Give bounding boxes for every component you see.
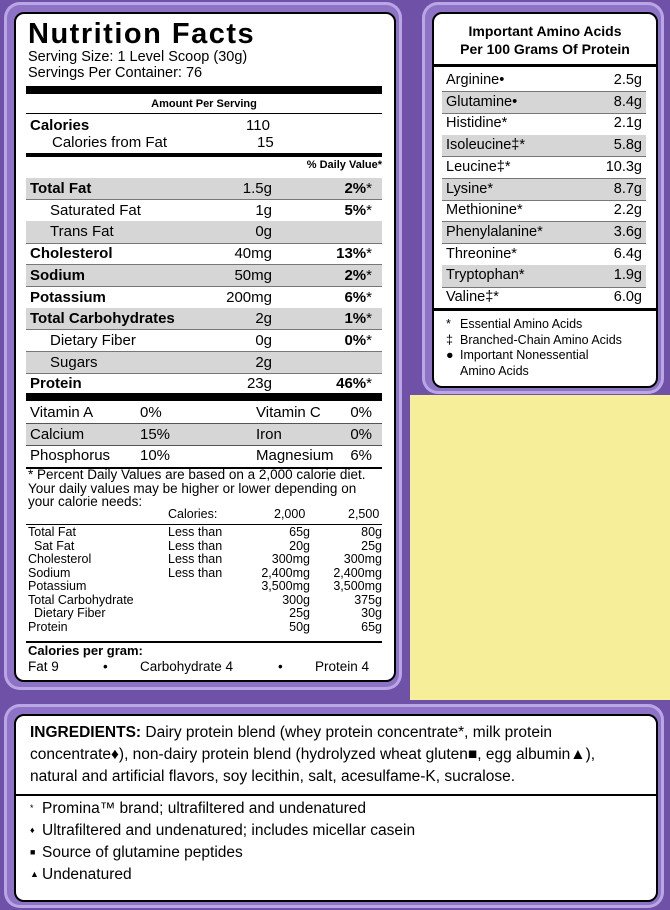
ingredient-footnote	[30, 844, 243, 862]
footnote-text: Undenatured	[42, 866, 132, 883]
calories-2500: 2,500	[348, 507, 380, 521]
footnote-text: Ultrafiltered and undenatured; includes micellar casein	[42, 822, 416, 839]
dv-mark: *	[366, 310, 372, 328]
amount-per-serving: Amount Per Serving	[151, 98, 257, 110]
nutrient-label: Total Fat	[30, 180, 92, 197]
nutrient-amount: 50mg	[234, 266, 272, 284]
thick-divider	[26, 393, 382, 401]
dv-nutrient: Dietary Fiber	[34, 606, 106, 620]
amino-symbol: •	[499, 72, 505, 88]
dv-mark: *	[366, 180, 372, 197]
dv-2500: 300mg	[343, 552, 382, 566]
amino-name	[446, 202, 523, 218]
servings-per-container: Servings Per Container: 76	[28, 65, 203, 81]
amino-symbol: *	[511, 245, 517, 262]
dv-mark: *	[366, 375, 372, 393]
nutrient-row	[26, 330, 382, 352]
dv-table-row	[28, 553, 382, 567]
amino-name-text: Leucine	[446, 158, 497, 175]
nutrient-row	[26, 308, 382, 330]
vitamin-label: Iron	[256, 425, 282, 443]
separator: •	[278, 659, 283, 674]
amino-symbol: *	[501, 115, 508, 132]
dv-2500: 375g	[354, 592, 382, 607]
fat-per-gram: Fat 9	[28, 659, 59, 674]
nutrition-title: Nutrition Facts	[28, 18, 256, 50]
amino-row	[442, 244, 646, 266]
dv-2000: 65g	[289, 525, 310, 539]
nutrient-dv	[344, 289, 372, 306]
amino-name	[446, 224, 543, 240]
vitamin-label: Phosphorus	[30, 447, 111, 465]
nutrient-amount: 1g	[255, 201, 272, 219]
amino-name-text: Histidine	[446, 115, 502, 132]
vitamin-label: Vitamin C	[256, 404, 321, 421]
ingredient-footnote	[30, 822, 415, 840]
vitamin-value: 0%	[350, 425, 372, 443]
dv-value: 2%	[344, 180, 367, 197]
ingredient-footnote	[30, 866, 132, 884]
legend-text: Amino Acids	[460, 363, 529, 378]
amino-row	[442, 179, 646, 201]
thick-divider	[26, 86, 382, 94]
dv-value: 6%	[344, 288, 367, 306]
legend-text: Essential Amino Acids	[460, 317, 583, 331]
cal-per-gram-label: Calories per gram:	[28, 643, 143, 658]
nutrient-dv	[336, 375, 372, 392]
cal-per-gram-row	[28, 659, 382, 675]
nutrition-facts-panel	[14, 12, 396, 682]
amino-value: 8.7g	[613, 180, 642, 197]
amino-row	[442, 92, 646, 114]
ingredient-footnote	[30, 800, 366, 818]
divider	[26, 113, 382, 114]
dv-2000: 300g	[282, 592, 310, 607]
amino-value: 10.3g	[605, 158, 642, 175]
nutrient-dv	[336, 245, 372, 262]
background-yellow	[410, 395, 670, 700]
calories-fat-label: Calories from Fat	[52, 134, 168, 151]
calories-col-label: Calories:	[168, 507, 218, 521]
legend-symbol: *	[446, 317, 451, 331]
legend-symbol: ‡	[446, 332, 453, 347]
amino-name	[446, 181, 493, 197]
amino-name-text: Glutamine	[446, 93, 513, 110]
vitamin-row	[26, 402, 382, 424]
amino-name	[446, 267, 524, 283]
nutrient-label: Total Carbohydrates	[30, 310, 175, 328]
amino-value: 6.4g	[613, 245, 642, 262]
amino-legend-row	[446, 348, 589, 362]
divider	[16, 794, 656, 796]
legend-text: Important Nonessential	[460, 348, 589, 362]
amino-symbol: ‡*	[511, 137, 526, 154]
footnote-symbol: ▲	[30, 869, 39, 879]
amino-row	[442, 70, 646, 92]
amino-symbol: *	[518, 267, 525, 284]
ingredients-label: INGREDIENTS:	[30, 724, 142, 741]
dv-2000: 3,500mg	[261, 579, 310, 593]
dv-nutrient: Sodium	[28, 565, 71, 580]
serving-size: Serving Size: 1 Level Scoop (30g)	[28, 49, 248, 65]
amino-title-line2: Per 100 Grams Of Protein	[460, 41, 630, 57]
amino-value: 8.4g	[613, 93, 642, 110]
nutrient-label: Cholesterol	[30, 245, 113, 263]
nutrient-row	[26, 287, 382, 309]
amino-row	[442, 135, 646, 157]
dv-qualifier: Less than	[168, 552, 223, 566]
amino-name	[446, 137, 525, 153]
nutrient-row	[26, 200, 382, 222]
nutrient-amount: 1.5g	[242, 180, 272, 197]
nutrient-amount: 2g	[255, 310, 272, 328]
dv-2000: 300mg	[271, 552, 310, 566]
nutrient-amount: 0g	[255, 331, 272, 349]
legend-symbol: ●	[446, 348, 454, 362]
dv-qualifier: Less than	[168, 538, 223, 553]
dv-value: 0%	[344, 331, 367, 349]
nutrient-row	[26, 352, 382, 374]
dv-2500: 3,500mg	[333, 579, 382, 593]
dv-2500: 65g	[361, 619, 382, 634]
vitamin-row	[26, 424, 382, 446]
dv-qualifier: Less than	[168, 565, 223, 580]
amino-value: 6.0g	[613, 289, 642, 305]
ingredients-list: Dairy protein blend (whey protein concentrate*, milk protein concentrate♦), non-dairy protein blend (hydrolyzed wheat gluten■, egg albumin▲), natural and artificial flavors, soy lecithin, salt, acesulfame-K, sucralose.	[30, 724, 596, 785]
dv-nutrient: Sat Fat	[34, 538, 75, 553]
dv-nutrient: Total Fat	[28, 525, 76, 539]
amino-title-line1: Important Amino Acids	[468, 23, 622, 39]
amino-name-text: Isoleucine	[446, 137, 512, 154]
nutrient-label: Saturated Fat	[50, 201, 141, 219]
dv-2000: 2,400mg	[261, 565, 310, 580]
vitamin-value: 0%	[350, 404, 372, 421]
dv-nutrient: Protein	[28, 619, 68, 634]
protein-per-gram: Protein 4	[315, 659, 370, 674]
amino-symbol: *	[516, 202, 523, 219]
vitamin-row	[26, 445, 382, 467]
footnote-symbol: ■	[30, 847, 36, 857]
amino-value: 2.2g	[613, 202, 642, 219]
nutrient-dv	[344, 267, 372, 284]
dv-value: 1%	[344, 310, 367, 328]
nutrient-dv	[344, 310, 372, 327]
vitamin-label: Magnesium	[256, 447, 334, 465]
carb-per-gram: Carbohydrate 4	[140, 659, 234, 674]
amino-name	[446, 115, 507, 131]
separator: •	[103, 659, 108, 674]
ingredients-text	[30, 722, 646, 788]
nutrient-label: Trans Fat	[50, 223, 114, 241]
amino-name-text: Valine	[446, 289, 486, 305]
divider	[434, 64, 656, 67]
dv-table-row	[28, 526, 382, 540]
dv-table-row	[28, 607, 382, 621]
dv-mark: *	[366, 245, 372, 263]
nutrient-row	[26, 221, 382, 243]
amino-symbol: *	[487, 180, 494, 197]
amino-symbol: ‡*	[496, 158, 511, 175]
vitamin-value: 10%	[140, 447, 171, 465]
amino-row	[442, 222, 646, 244]
amino-row	[442, 200, 646, 222]
nutrient-dv	[344, 332, 372, 349]
calories-fat-value: 15	[257, 134, 274, 151]
amino-name-text: Tryptophan	[446, 267, 519, 284]
vitamin-value: 0%	[140, 404, 162, 421]
dv-value: 13%	[336, 245, 367, 263]
dv-table-row	[28, 621, 382, 635]
dv-mark: *	[366, 266, 372, 284]
amino-value: 5.8g	[613, 137, 642, 154]
vitamin-value: 15%	[140, 425, 171, 443]
medium-divider	[26, 153, 382, 157]
dv-nutrient: Cholesterol	[28, 552, 92, 566]
amino-legend-row	[446, 333, 622, 347]
dv-column-header	[28, 508, 382, 522]
calories-fat-row	[26, 132, 382, 154]
amino-value: 1.9g	[613, 267, 642, 284]
footnote-text: Promina™ brand; ultrafiltered and undenatured	[42, 800, 366, 817]
calories-label: Calories	[30, 117, 90, 134]
amino-legend-row	[446, 364, 529, 378]
calories-2000: 2,000	[274, 507, 306, 521]
amino-name	[446, 289, 499, 305]
dv-2000: 50g	[289, 619, 310, 634]
nutrient-amount: 40mg	[234, 245, 272, 263]
dv-2500: 25g	[361, 538, 382, 553]
calories-value: 110	[246, 117, 270, 134]
dv-2000: 25g	[289, 606, 310, 620]
amino-name-text: Threonine	[446, 245, 512, 262]
daily-value-header: % Daily Value*	[306, 159, 382, 171]
dv-footnote: * Percent Daily Values are based on a 2,000 calorie diet. Your daily values may be higher or lower depending on your calorie needs:	[28, 467, 366, 509]
amino-name	[446, 72, 504, 88]
footnote-text: Source of glutamine peptides	[42, 844, 243, 861]
vitamin-value: 6%	[350, 447, 372, 465]
dv-qualifier: Less than	[168, 525, 223, 539]
dv-table-row	[28, 580, 382, 594]
amino-name-text: Arginine	[446, 72, 500, 88]
dv-mark: *	[366, 201, 372, 219]
vitamin-label: Vitamin A	[30, 404, 94, 421]
amino-value: 2.5g	[613, 72, 642, 88]
nutrient-dv	[344, 202, 372, 219]
amino-row	[442, 287, 646, 309]
amino-name	[446, 94, 517, 110]
amino-title	[434, 22, 656, 58]
dv-2500: 80g	[361, 525, 382, 539]
dv-mark: *	[366, 331, 372, 349]
nutrient-label: Potassium	[30, 288, 106, 306]
legend-text: Branched-Chain Amino Acids	[460, 332, 622, 347]
nutrient-amount: 0g	[255, 223, 272, 241]
amino-symbol: *	[537, 223, 543, 240]
nutrient-label: Sodium	[30, 266, 85, 284]
amino-row	[442, 157, 646, 179]
dv-nutrient: Potassium	[28, 579, 87, 593]
amino-row	[442, 113, 646, 135]
dv-2000: 20g	[289, 538, 310, 553]
amino-name-text: Methionine	[446, 202, 517, 219]
amino-row	[442, 265, 646, 287]
amino-name	[446, 159, 511, 175]
amino-symbol: ‡*	[485, 289, 499, 305]
divider	[434, 308, 656, 311]
dv-2500: 2,400mg	[333, 565, 382, 580]
amino-symbol: •	[512, 93, 518, 110]
nutrient-label: Sugars	[50, 353, 98, 371]
dv-value: 5%	[344, 201, 367, 219]
amino-name	[446, 246, 517, 262]
nutrient-label: Dietary Fiber	[50, 331, 136, 349]
nutrient-amount: 2g	[255, 353, 272, 371]
nutrient-label: Protein	[30, 375, 82, 393]
dv-value: 2%	[344, 266, 367, 284]
amino-value: 2.1g	[613, 115, 642, 132]
amino-name-text: Phenylalanine	[446, 223, 538, 240]
amino-legend-row	[446, 317, 582, 331]
vitamin-label: Calcium	[30, 425, 85, 443]
amino-value: 3.6g	[613, 223, 642, 240]
dv-mark: *	[366, 288, 372, 306]
dv-value: 46%	[336, 375, 367, 393]
nutrient-amount: 23g	[246, 375, 272, 393]
nutrient-dv	[344, 180, 372, 197]
nutrient-row	[26, 178, 382, 200]
nutrient-amount: 200mg	[226, 288, 272, 306]
footnote-symbol: *	[30, 803, 34, 813]
dv-2500: 30g	[361, 606, 382, 620]
footnote-symbol: ♦	[30, 825, 35, 835]
nutrient-row	[26, 243, 382, 265]
amino-name-text: Lysine	[446, 180, 488, 197]
nutrient-row	[26, 265, 382, 287]
dv-nutrient: Total Carbohydrate	[28, 592, 134, 607]
ingredients-panel	[14, 714, 658, 902]
amino-acids-panel	[432, 12, 658, 388]
nutrient-row	[26, 373, 382, 395]
